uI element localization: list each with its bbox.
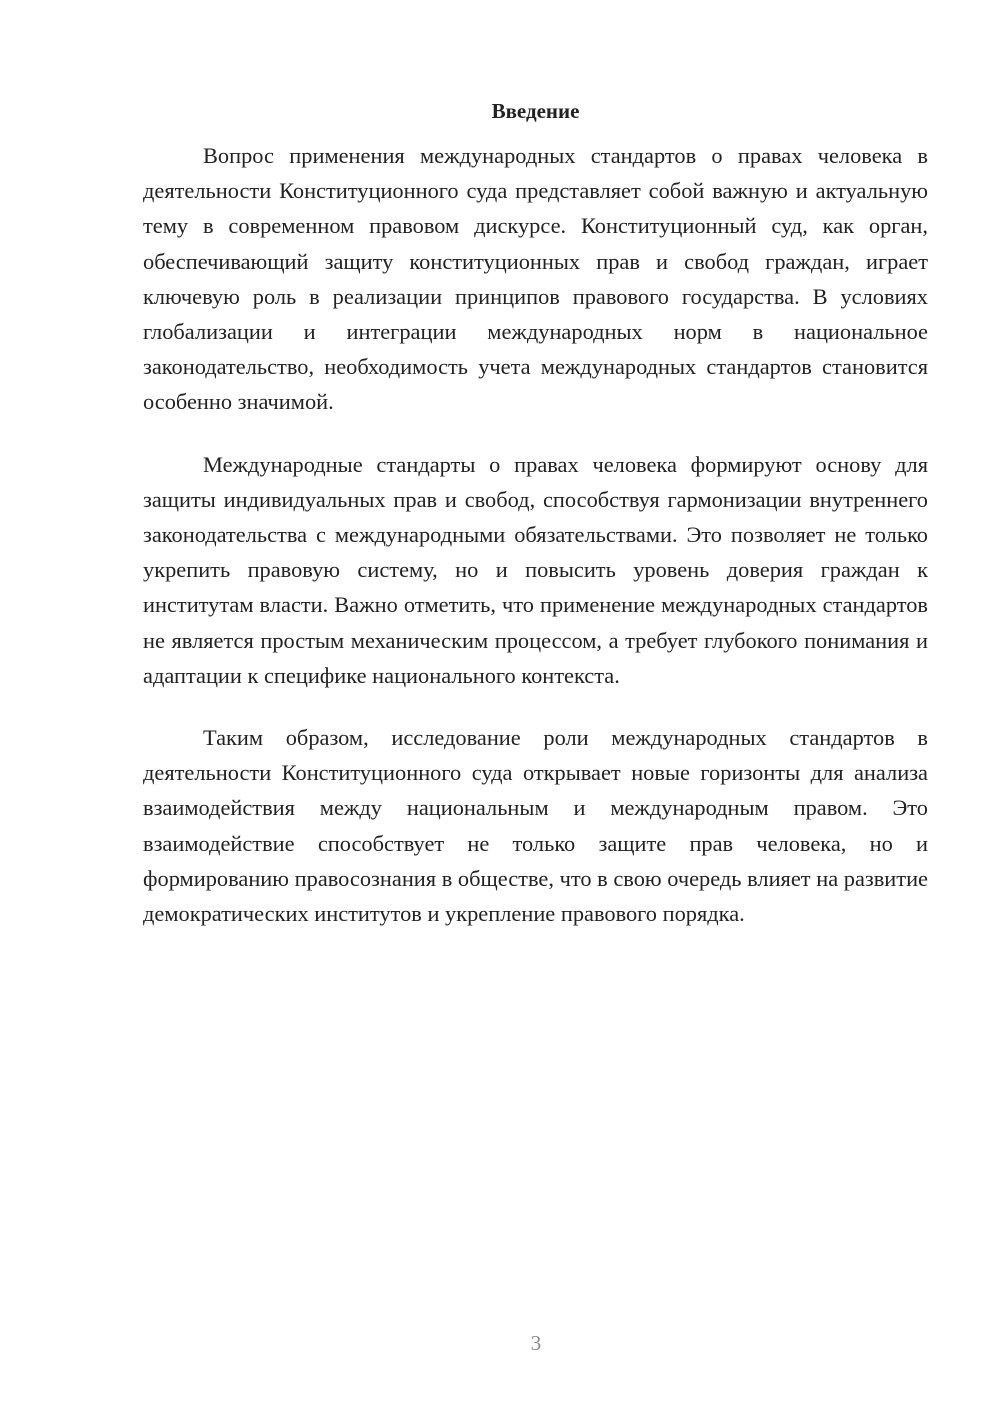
paragraph-1: Вопрос применения международных стандартов о правах человека в деятельности Конституционного суда представляет собой важную и актуальную тему в современном правовом дискурсе. Конституционный суд, как орган, обеспечивающий защиту конституционных прав и свобод граждан, играет ключевую роль в реализации принципов правового государства. В условиях глобализации и интеграции международных норм в национальное законодательство, необходимость учета международных стандартов становится особенно значимой.: [143, 143, 928, 415]
page-number: 3: [530, 1331, 542, 1355]
paragraph-3: Таким образом, исследование роли международных стандартов в деятельности Конституционного суда открывает новые горизонты для анализа взаимодействия между национальным и международным правом. Это взаимодействие способствует не только защите прав человека, но и формированию правосознания в обществе, что в свою очередь влияет на развитие демократических институтов и укрепление правового порядка.: [143, 725, 928, 927]
page-content: [143, 96, 928, 958]
section-heading: Введение: [491, 99, 580, 123]
paragraph-2: Международные стандарты о правах человека формируют основу для защиты индивидуальных прав и свобод, способствуя гармонизации внутреннего законодательства с международными обязательствами. Это позволяет не только укрепить правовую систему, но и повысить уровень доверия граждан к институтам власти. Важно отметить, что применение международных стандартов не является простым механическим процессом, а требует глубокого понимания и адаптации к специфике национального контекста.: [143, 451, 928, 688]
